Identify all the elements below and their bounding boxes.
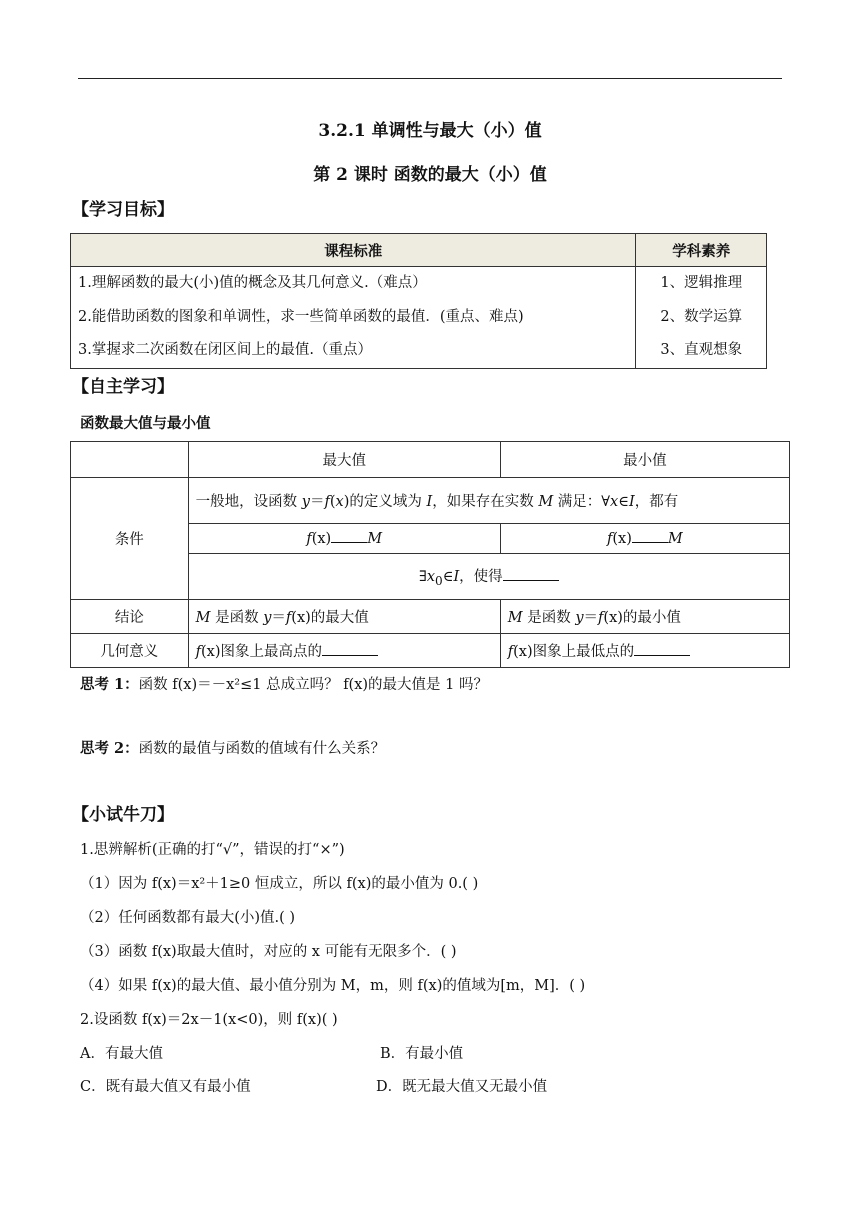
- lesson-title: 3.2.1 单调性与最大（小）值: [318, 121, 542, 141]
- row-geometry-label: 几何意义: [71, 634, 189, 668]
- question-2: 2.设函数 f(x)＝2x－1(x<0)，则 f(x)( ): [80, 1012, 338, 1028]
- q1-item: （1）因为 f(x)＝x²＋1≥0 恒成立，所以 f(x)的最小值为 0.( ): [80, 876, 479, 892]
- q1-item: （4）如果 f(x)的最大值、最小值分别为 M，m，则 f(x)的值域为[m，M]．( ): [80, 978, 586, 994]
- option-b: B．有最小值: [380, 1046, 464, 1062]
- geometry-max: f(x)图象上最高点的: [188, 634, 500, 668]
- lesson-subtitle: 第 2 课时 函数的最大（小）值: [313, 165, 547, 185]
- condition-max-blank: f(x) M: [188, 524, 500, 554]
- literacy-item: 3、直观想象: [660, 342, 743, 358]
- row-condition-label: 条件: [71, 478, 189, 600]
- conclusion-max: M 是函数 y＝f(x)的最大值: [188, 600, 500, 634]
- max-min-table: [70, 441, 790, 668]
- standard-item: 3.掌握求二次函数在闭区间上的最值.（重点）: [78, 342, 372, 358]
- literacy-item: 1、逻辑推理: [660, 275, 743, 291]
- think-2: 思考 2：函数的最值与函数的值域有什么关系？: [80, 740, 386, 757]
- literacy-item: 2、数学运算: [660, 308, 743, 325]
- goals-heading: 【学习目标】: [72, 200, 174, 220]
- conclusion-min: M 是函数 y＝f(x)的最小值: [500, 600, 789, 634]
- standard-item: 1.理解函数的最大(小)值的概念及其几何意义.（难点）: [78, 275, 427, 291]
- condition-min-blank: f(x) M: [500, 524, 789, 554]
- header-rule: [78, 78, 782, 79]
- corner-cell: [71, 442, 189, 478]
- option-c: C．既有最大值又有最小值: [80, 1079, 251, 1095]
- geometry-min: f(x)图象上最低点的: [500, 634, 789, 668]
- goals-standards-cell: [71, 267, 636, 369]
- goals-table: [70, 233, 767, 369]
- practice-heading: 【小试牛刀】: [72, 805, 174, 825]
- option-a: A．有最大值: [80, 1046, 163, 1062]
- goals-literacy-cell: [636, 267, 767, 369]
- goals-col-standard: 课程标准: [71, 234, 636, 267]
- option-d: D．既无最大值又无最小值: [376, 1079, 548, 1095]
- col-max: 最大值: [188, 442, 500, 478]
- row-conclusion-label: 结论: [71, 600, 189, 634]
- col-min: 最小值: [500, 442, 789, 478]
- condition-exists: $\exists x_0\in I$，使得: [188, 554, 789, 600]
- q1-item: （3）函数 f(x)取最大值时，对应的 x 可能有无限多个．( ): [80, 944, 457, 960]
- question-1: 1.思辨解析(正确的打“√”，错误的打“×”): [80, 842, 345, 858]
- standard-item: 2.能借助函数的图象和单调性，求一些简单函数的最值．(重点、难点): [78, 308, 524, 325]
- self-study-subheading: 函数最大值与最小值: [80, 415, 211, 432]
- q1-item: （2）任何函数都有最大(小)值.( ): [80, 910, 296, 926]
- self-study-heading: 【自主学习】: [72, 377, 174, 397]
- goals-col-literacy: 学科素养: [636, 234, 767, 267]
- condition-intro: 一般地，设函数 y＝f(x)的定义域为 I，如果存在实数 M 满足：∀x∈I，都有: [188, 478, 789, 524]
- think-1: 思考 1：函数 f(x)＝－x²≤1 总成立吗？ f(x)的最大值是 1 吗？: [80, 676, 488, 693]
